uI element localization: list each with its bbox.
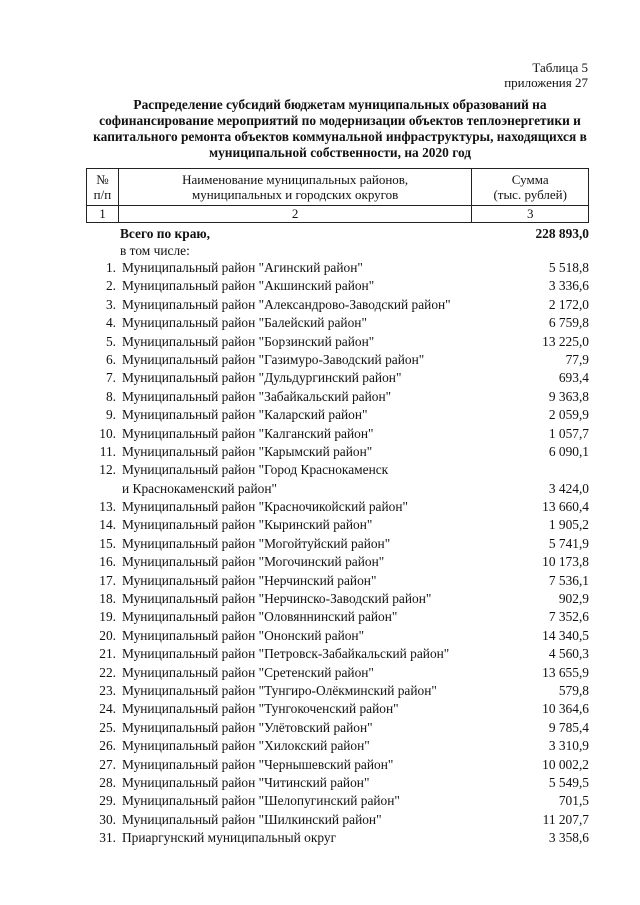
- table-row: [86, 627, 589, 645]
- row-district-name: [122, 388, 472, 406]
- row-sum: 10 173,8: [542, 554, 589, 570]
- row-number: 29.: [99, 793, 116, 809]
- table-row: [86, 369, 589, 387]
- row-number: 31.: [99, 830, 116, 846]
- row-number: 2.: [105, 278, 116, 294]
- row-district-name: [122, 333, 472, 351]
- row-sum: 693,4: [558, 370, 589, 386]
- row-district-name: [122, 774, 472, 792]
- row-district-name: [122, 516, 472, 534]
- table-row: [86, 516, 589, 534]
- row-district-name: [122, 590, 472, 608]
- row-district-name-line: Муниципальный район "Дульдургинский район": [122, 370, 402, 386]
- row-sum: 9 785,4: [548, 719, 589, 735]
- row-district-name: [122, 645, 472, 663]
- row-sum: 5 549,5: [548, 774, 589, 790]
- row-district-name-line: Муниципальный район "Тунгокоченский район": [122, 701, 399, 717]
- row-number: 7.: [105, 370, 116, 386]
- row-district-name-line: Муниципальный район "Александрово-Заводский район": [122, 296, 451, 312]
- row-district-name: [122, 792, 472, 810]
- row-district-name-line: Муниципальный район "Шелопугинский район": [122, 793, 400, 809]
- row-sum: 13 660,4: [542, 499, 589, 515]
- table-row: [86, 498, 589, 516]
- row-district-name-line: Муниципальный район "Агинский район": [122, 260, 363, 275]
- row-district-name-line: Муниципальный район "Читинский район": [122, 774, 370, 790]
- header-sum: [472, 169, 589, 206]
- row-number: 21.: [99, 646, 116, 662]
- district-list: [86, 259, 589, 848]
- row-district-name: [122, 756, 472, 774]
- header-name-line2: муниципальных и городских округов: [192, 187, 399, 202]
- row-sum: 9 363,8: [548, 388, 589, 404]
- row-district-name-line: Муниципальный район "Сретенский район": [122, 664, 374, 680]
- row-district-name: [122, 425, 472, 443]
- row-district-name-line: и Краснокаменский район": [122, 480, 277, 496]
- table-row: [86, 443, 589, 461]
- row-district-name: [122, 664, 472, 682]
- row-district-name-line: Муниципальный район "Улётовский район": [122, 719, 373, 735]
- table-row: [86, 296, 589, 314]
- row-district-name: [122, 719, 472, 737]
- reference-appendix: приложения 27: [504, 75, 588, 90]
- table-reference: [388, 60, 588, 90]
- row-district-name-line: Муниципальный район "Красночикойский район": [122, 499, 408, 515]
- row-number: 11.: [99, 443, 116, 459]
- table-row: [86, 425, 589, 443]
- table-row: [86, 719, 589, 737]
- row-number: 6.: [105, 351, 116, 367]
- row-number: 10.: [99, 425, 116, 441]
- row-sum: 3 358,6: [548, 830, 589, 846]
- row-district-name-line: Муниципальный район "Калганский район": [122, 425, 374, 441]
- row-district-name: [122, 829, 472, 847]
- row-number: 25.: [99, 719, 116, 735]
- row-number: 19.: [99, 609, 116, 625]
- row-district-name-line: Муниципальный район "Каларский район": [122, 407, 368, 423]
- row-district-name-line: Муниципальный район "Оловяннинский район": [122, 609, 398, 625]
- row-sum: 13 655,9: [542, 664, 589, 680]
- table-row: [86, 553, 589, 571]
- row-number: 26.: [99, 738, 116, 754]
- total-value: 228 893,0: [535, 226, 589, 241]
- row-district-name: [122, 535, 472, 553]
- table-header: [86, 168, 589, 223]
- subheading: в том числе:: [120, 243, 190, 258]
- header-sum-line1: Сумма: [511, 172, 549, 187]
- header-name: [118, 169, 472, 206]
- row-sum: 3 310,9: [548, 738, 589, 754]
- row-number: 22.: [99, 664, 116, 680]
- row-district-name-line: Муниципальный район "Нерчинский район": [122, 572, 377, 588]
- row-district-name-line: Муниципальный район "Забайкальский район": [122, 388, 392, 404]
- table-row: [86, 351, 589, 369]
- table-row: [86, 608, 589, 626]
- row-sum: 2 172,0: [548, 296, 589, 312]
- row-district-name-line: Муниципальный район "Борзинский район": [122, 333, 375, 349]
- row-district-name: [122, 369, 472, 387]
- row-district-name: [122, 351, 472, 369]
- row-district-name-line: Муниципальный район "Чернышевский район": [122, 756, 394, 772]
- row-district-name: [122, 259, 472, 277]
- row-district-name: [122, 277, 472, 295]
- row-district-name: [122, 314, 472, 332]
- row-sum: 7 536,1: [548, 572, 589, 588]
- row-sum: 14 340,5: [542, 627, 589, 643]
- table-row: [86, 590, 589, 608]
- row-district-name-line: Муниципальный район "Могочинский район": [122, 554, 385, 570]
- row-district-name: [122, 572, 472, 590]
- table-row: [86, 700, 589, 718]
- row-sum: 6 090,1: [548, 443, 589, 459]
- document-title: Распределение субсидий бюджетам муниципальных образований на софинансирование мероприятий по модернизации объектов теплоэнергетики и капитального ремонта объектов коммунальной инфраструктуры, находящихся в муниципальной собственности, на 2020 год: [93, 97, 587, 160]
- table-row: [86, 811, 589, 829]
- row-sum: 11 207,7: [542, 811, 589, 827]
- row-sum: 902,9: [558, 591, 589, 607]
- row-number: 15.: [99, 535, 116, 551]
- reference-table-number: Таблица 5: [532, 60, 588, 75]
- row-district-name-line: Муниципальный район "Газимуро-Заводский район": [122, 351, 425, 367]
- row-district-name: [122, 682, 472, 700]
- total-label: Всего по краю,: [120, 226, 210, 241]
- row-district-name-line: Муниципальный район "Хилокский район": [122, 738, 370, 754]
- row-sum: 1 057,7: [548, 425, 589, 441]
- row-number: 12.: [99, 462, 116, 478]
- row-district-name-line: Муниципальный район "Балейский район": [122, 315, 367, 331]
- table-row: [86, 792, 589, 810]
- row-district-name: [122, 296, 472, 314]
- row-sum: 5 518,8: [548, 259, 589, 275]
- header-number-line2: п/п: [93, 187, 112, 202]
- table-row: [86, 535, 589, 553]
- row-sum: 77,9: [565, 351, 589, 367]
- table-row: [86, 774, 589, 792]
- row-number: 4.: [105, 315, 116, 331]
- total-row: [86, 225, 589, 242]
- row-district-name-line: Муниципальный район "Шилкинский район": [122, 811, 382, 827]
- header-name-line1: Наименование муниципальных районов,: [182, 172, 409, 187]
- row-number: 27.: [99, 756, 116, 772]
- row-sum: 701,5: [558, 793, 589, 809]
- row-sum: 5 741,9: [548, 535, 589, 551]
- row-sum: 6 759,8: [548, 315, 589, 331]
- table-body: [86, 225, 589, 848]
- table-row: [86, 388, 589, 406]
- header-number: [87, 169, 119, 206]
- row-number: 16.: [99, 554, 116, 570]
- row-district-name-line: Приаргунский муниципальный округ: [122, 830, 337, 846]
- row-district-name-line: Муниципальный район "Тунгиро-Олёкминский район": [122, 683, 437, 698]
- row-district-name-line: Муниципальный район "Могойтуйский район": [122, 535, 391, 551]
- row-sum: 3 336,6: [548, 278, 589, 294]
- row-sum: 13 225,0: [542, 333, 589, 349]
- table-row: [86, 737, 589, 755]
- header-number-line1: №: [96, 172, 109, 187]
- row-district-name-line: Муниципальный район "Город Краснокаменск: [122, 462, 389, 478]
- row-district-name: [122, 498, 472, 516]
- row-number: 13.: [99, 499, 116, 515]
- row-district-name-line: Муниципальный район "Петровск-Забайкальский район": [122, 646, 450, 662]
- row-number: 17.: [99, 572, 116, 588]
- row-district-name: [122, 737, 472, 755]
- row-sum: 3 424,0: [548, 480, 589, 496]
- row-sum: 10 002,2: [542, 756, 589, 772]
- table-row: [86, 829, 589, 847]
- row-district-name: [122, 627, 472, 645]
- row-sum: 579,8: [558, 682, 589, 698]
- row-district-name-line: Муниципальный район "Кыринский район": [122, 517, 373, 533]
- row-district-name-line: Муниципальный район "Нерчинско-Заводский район": [122, 591, 432, 607]
- row-district-name: [122, 553, 472, 571]
- row-number: 23.: [99, 683, 116, 698]
- row-sum: 4 560,3: [548, 646, 589, 662]
- table-row: [86, 756, 589, 774]
- table-row: [86, 682, 589, 700]
- row-number: 20.: [99, 627, 116, 643]
- row-number: 24.: [99, 701, 116, 717]
- row-number: 3.: [105, 296, 116, 312]
- table-row: [86, 572, 589, 590]
- row-number: 30.: [99, 811, 116, 827]
- row-number: 14.: [99, 517, 116, 533]
- header-sum-line2: (тыс. рублей): [493, 187, 567, 202]
- table-row: [86, 259, 589, 277]
- row-number: 8.: [105, 388, 116, 404]
- row-number: 1.: [105, 260, 116, 275]
- column-number-2: 2: [118, 206, 472, 223]
- row-district-name-line: Муниципальный район "Акшинский район": [122, 278, 375, 294]
- row-number: 5.: [105, 333, 116, 349]
- row-number: 18.: [99, 591, 116, 607]
- row-number: 28.: [99, 774, 116, 790]
- table-row: [86, 664, 589, 682]
- column-number-3: 3: [472, 206, 589, 223]
- row-district-name: [122, 700, 472, 718]
- row-district-name: [122, 608, 472, 626]
- table-row: [86, 645, 589, 663]
- table-row: [86, 406, 589, 424]
- row-number: 9.: [105, 407, 116, 423]
- table-row: [86, 461, 589, 498]
- table-row: [86, 314, 589, 332]
- row-district-name: [122, 406, 472, 424]
- row-district-name: [122, 461, 472, 498]
- table-row: [86, 277, 589, 295]
- column-number-1: 1: [87, 206, 119, 223]
- row-district-name: [122, 811, 472, 829]
- row-district-name-line: Муниципальный район "Карымский район": [122, 443, 373, 459]
- row-district-name: [122, 443, 472, 461]
- row-sum: 7 352,6: [548, 609, 589, 625]
- row-sum: 2 059,9: [548, 407, 589, 423]
- row-sum: 10 364,6: [542, 701, 589, 717]
- row-sum: 1 905,2: [548, 517, 589, 533]
- table-row: [86, 333, 589, 351]
- row-district-name-line: Муниципальный район "Ононский район": [122, 627, 365, 643]
